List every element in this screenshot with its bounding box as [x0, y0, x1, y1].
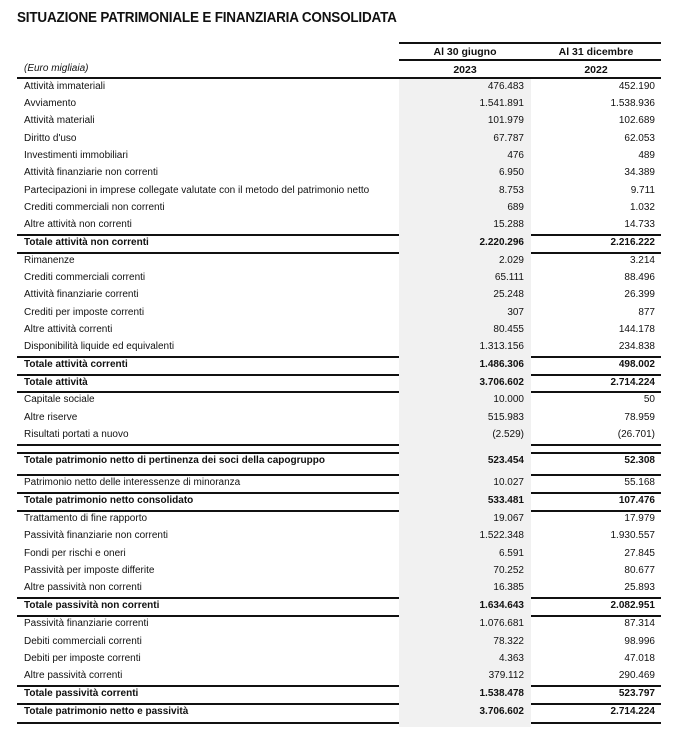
value-2022: 14.733 [624, 219, 655, 230]
value-2023: 476.483 [487, 81, 524, 92]
value-2023: 1.538.478 [479, 688, 524, 699]
value-2022: 27.845 [624, 548, 655, 559]
row-label: Altre passività non correnti [24, 582, 142, 593]
value-2022: 78.959 [624, 412, 655, 423]
value-2023: 689 [507, 202, 524, 213]
value-2022: 55.168 [624, 477, 655, 488]
row-rule [17, 444, 661, 446]
value-2022: 523.797 [618, 688, 655, 699]
value-2023: 1.522.348 [479, 530, 524, 541]
value-2023: 2.220.296 [479, 237, 524, 248]
column-header-2022-line1: Al 31 dicembre [558, 46, 634, 58]
value-2022: 50 [643, 394, 655, 405]
value-2023: 78.322 [493, 636, 524, 647]
page-title: SITUAZIONE PATRIMONIALE E FINANZIARIA CONSOLIDATA [17, 10, 397, 26]
value-2023: 533.481 [487, 495, 524, 506]
value-2022: 98.996 [624, 636, 655, 647]
value-2022: 47.018 [624, 653, 655, 664]
value-2023: 67.787 [493, 133, 524, 144]
row-label: Totale attività correnti [24, 359, 128, 370]
row-label: Patrimonio netto delle interessenze di minoranza [24, 477, 241, 488]
row-label: Totale attività [24, 377, 88, 388]
value-2023: 1.076.681 [479, 618, 524, 629]
row-rule [17, 356, 661, 358]
row-label: Passività per imposte differite [24, 565, 155, 576]
value-2022: 88.496 [624, 272, 655, 283]
row-rule [17, 234, 661, 236]
value-2023: 6.950 [498, 167, 524, 178]
row-label: Fondi per rischi e oneri [24, 548, 126, 559]
value-2023: 4.363 [498, 653, 524, 664]
value-2023: 1.541.891 [479, 98, 524, 109]
value-2023: 1.313.156 [479, 341, 524, 352]
row-label: Totale patrimonio netto di pertinenza dei soci della capogruppo [24, 455, 325, 466]
value-2022: 290.469 [618, 670, 655, 681]
value-2023: 523.454 [487, 455, 524, 466]
row-label: Attività materiali [24, 115, 95, 126]
value-2022: 498.002 [618, 359, 655, 370]
value-2023: 65.111 [494, 272, 524, 283]
value-2022: 9.711 [630, 185, 655, 196]
value-2022: 87.314 [624, 618, 655, 629]
value-2022: 107.476 [618, 495, 655, 506]
row-label: Totale passività correnti [24, 688, 139, 699]
row-label: Investimenti immobiliari [24, 150, 128, 161]
row-label: Altre attività correnti [24, 324, 113, 335]
row-rule [17, 452, 661, 454]
header-bottom-rule [17, 77, 661, 79]
value-2023: 10.000 [493, 394, 524, 405]
value-2023: 80.455 [493, 324, 524, 335]
row-label: Attività immateriali [24, 81, 106, 92]
value-2023: 1.634.643 [479, 600, 524, 611]
row-label: Trattamento di fine rapporto [24, 513, 148, 524]
value-2022: 25.893 [624, 582, 655, 593]
row-label: Crediti commerciali correnti [24, 272, 146, 283]
value-2022: 452.190 [618, 81, 655, 92]
value-2023: (2.529) [492, 429, 524, 440]
value-2022: 234.838 [618, 341, 655, 352]
value-2022: (26.701) [617, 429, 655, 440]
column-header-2023-year: 2023 [453, 64, 477, 76]
value-2023: 8.753 [498, 185, 524, 196]
row-label: Rimanenze [24, 255, 75, 266]
value-2022: 17.979 [624, 513, 655, 524]
row-label: Totale passività non correnti [24, 600, 160, 611]
row-label: Totale attività non correnti [24, 237, 149, 248]
row-label: Altre passività correnti [24, 670, 123, 681]
row-label: Altre riserve [24, 412, 78, 423]
value-2022: 1.032 [629, 202, 655, 213]
row-label: Debiti commerciali correnti [24, 636, 142, 647]
value-2023: 25.248 [493, 289, 524, 300]
row-rule [17, 391, 661, 393]
row-label: Disponibilità liquide ed equivalenti [24, 341, 175, 352]
value-2023: 3.706.602 [479, 706, 524, 717]
value-2022: 102.689 [618, 115, 655, 126]
row-label: Partecipazioni in imprese collegate valutate con il metodo del patrimonio netto [24, 185, 370, 196]
value-2023: 307 [507, 307, 524, 318]
value-2023: 70.252 [493, 565, 524, 576]
row-label: Totale patrimonio netto consolidato [24, 495, 194, 506]
row-rule [17, 685, 661, 687]
header-mid-rule [399, 59, 661, 61]
value-2022: 52.308 [624, 455, 655, 466]
row-rule [17, 252, 661, 254]
row-rule [17, 703, 661, 705]
value-2022: 877 [638, 307, 655, 318]
row-rule [17, 474, 661, 476]
value-2022: 1.538.936 [610, 98, 655, 109]
value-2022: 80.677 [624, 565, 655, 576]
value-2023: 19.067 [493, 513, 524, 524]
value-2022: 2.714.224 [610, 377, 655, 388]
value-2022: 489 [638, 150, 655, 161]
row-label: Risultati portati a nuovo [24, 429, 129, 440]
value-2023: 6.591 [498, 548, 524, 559]
row-label: Attività finanziarie correnti [24, 289, 139, 300]
value-2023: 15.288 [493, 219, 524, 230]
value-2023: 1.486.306 [479, 359, 524, 370]
value-2023: 476 [507, 150, 524, 161]
column-header-2022-year: 2022 [584, 64, 608, 76]
column-header-2023-line1: Al 30 giugno [433, 46, 497, 58]
row-label: Crediti commerciali non correnti [24, 202, 165, 213]
value-2022: 2.082.951 [610, 600, 655, 611]
row-label: Attività finanziarie non correnti [24, 167, 158, 178]
row-label: Avviamento [24, 98, 77, 109]
header-top-rule [399, 42, 661, 44]
value-2022: 3.214 [629, 255, 655, 266]
unit-label: (Euro migliaia) [24, 63, 89, 74]
table-bottom-rule [17, 722, 661, 724]
row-rule [17, 374, 661, 376]
row-label: Passività finanziarie non correnti [24, 530, 168, 541]
row-label: Crediti per imposte correnti [24, 307, 145, 318]
row-rule [17, 615, 661, 617]
row-rule [17, 597, 661, 599]
row-rule [17, 510, 661, 512]
value-2023: 101.979 [487, 115, 524, 126]
value-2022: 2.216.222 [610, 237, 655, 248]
value-2023: 10.027 [493, 477, 524, 488]
value-2023: 515.983 [487, 412, 524, 423]
value-2023: 3.706.602 [479, 377, 524, 388]
value-2022: 62.053 [624, 133, 655, 144]
row-label: Diritto d'uso [24, 133, 77, 144]
row-label: Debiti per imposte correnti [24, 653, 141, 664]
row-label: Totale patrimonio netto e passività [24, 706, 189, 717]
value-2023: 379.112 [488, 670, 524, 681]
value-2022: 2.714.224 [610, 706, 655, 717]
row-label: Passività finanziarie correnti [24, 618, 149, 629]
row-rule [17, 492, 661, 494]
row-label: Altre attività non correnti [24, 219, 132, 230]
value-2022: 1.930.557 [610, 530, 655, 541]
value-2022: 26.399 [624, 289, 655, 300]
value-2023: 2.029 [498, 255, 524, 266]
value-2022: 34.389 [624, 167, 655, 178]
row-label: Capitale sociale [24, 394, 95, 405]
value-2023: 16.385 [493, 582, 524, 593]
value-2022: 144.178 [618, 324, 655, 335]
